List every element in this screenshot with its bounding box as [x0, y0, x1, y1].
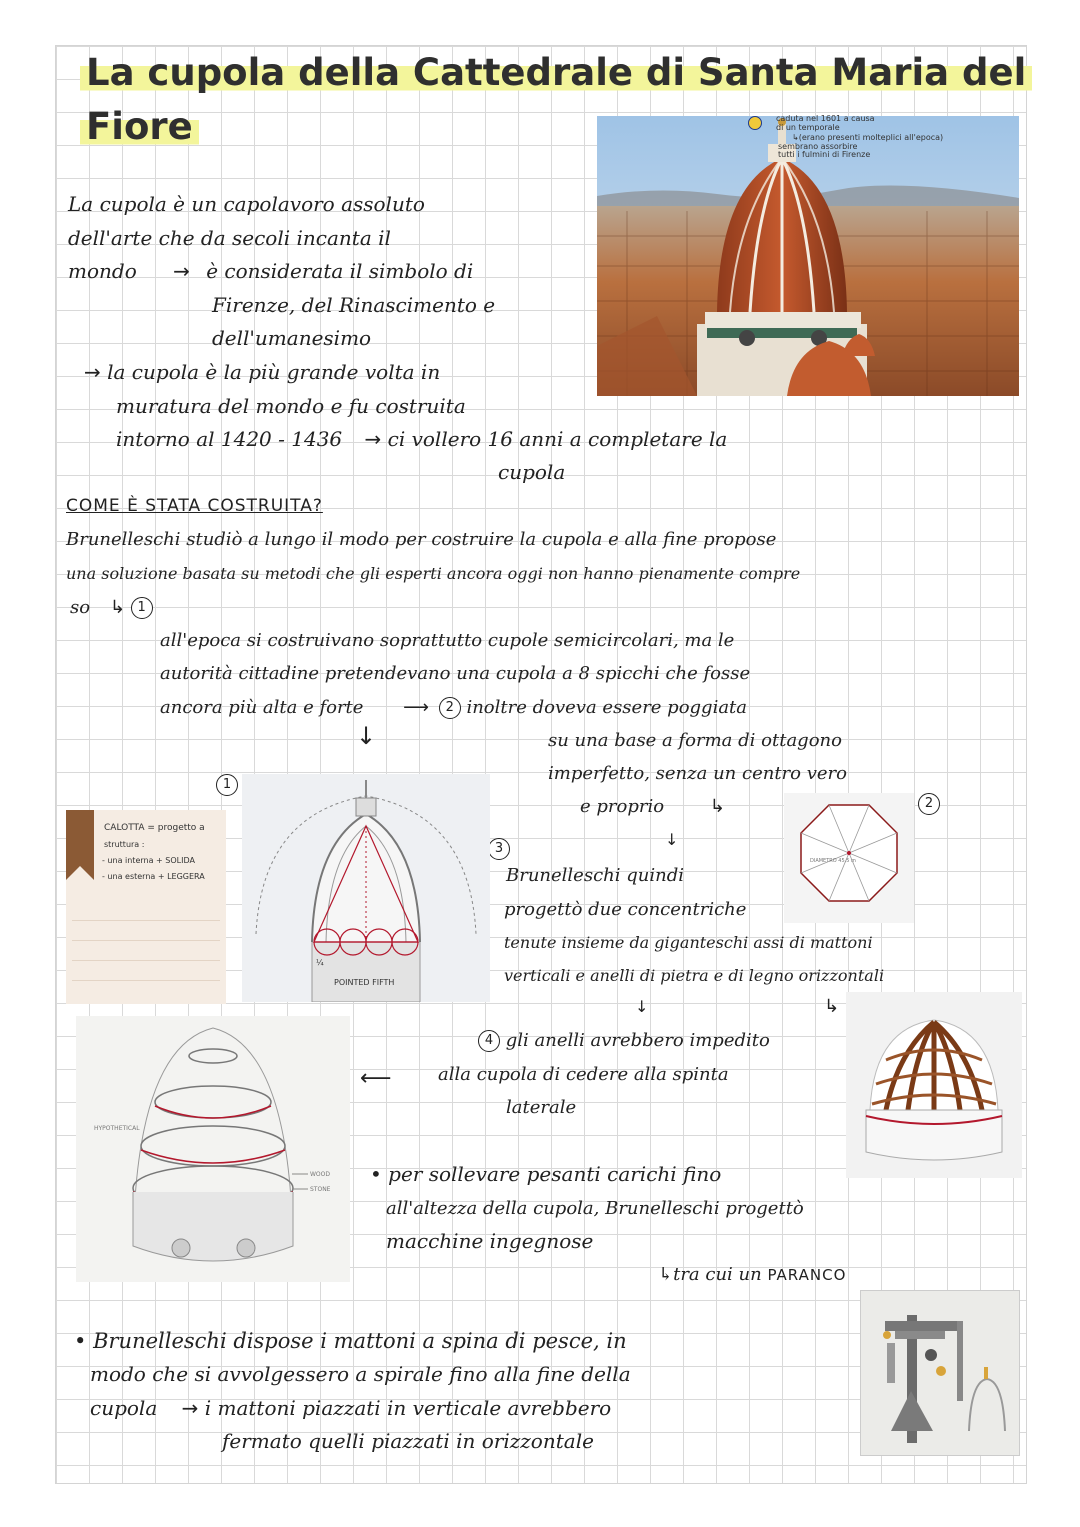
wood-label: WOOD [310, 1171, 330, 1178]
octagon-diagram [784, 793, 914, 923]
intro-line-4: Firenze, del Rinascimento e [212, 293, 496, 317]
photo-note-1: caduta nel 1601 a causa [776, 114, 875, 123]
octagon-note: DIAMETRO 45,5 m [810, 858, 856, 864]
curved-arrow-icon: ↳ [709, 796, 725, 817]
intro-line-6: → la cupola è la più grande volta in [84, 360, 441, 384]
stone-label: STONE [310, 1186, 331, 1193]
card-line-3: - una interna + SOLIDA [102, 856, 195, 865]
arrow-icon: → [364, 427, 382, 451]
photo-note-4: sembrano assorbire [778, 142, 858, 151]
body-line-2: autorità cittadine pretendevano una cupola a 8 spicchi che fosse [160, 663, 751, 684]
down-arrow-icon: ↓ [635, 997, 649, 1016]
photo-note-5: tutti i fulmini di Firenze [778, 150, 871, 159]
photo-note-3: ↳(erano presenti molteplici all'epoca) [792, 133, 944, 142]
body-line-3: ancora più alta e forte ⟶ 2 inoltre doveva essere poggiata [160, 697, 748, 718]
step4-line-3: laterale [506, 1097, 577, 1118]
page-title-line2: Fiore [80, 102, 199, 152]
intro-line-3: mondo → è considerata il simbolo di [68, 259, 474, 283]
step3-line-2: progettò due concentriche [504, 899, 747, 920]
arrow-icon: → [84, 360, 101, 384]
rings-diagram [76, 1016, 350, 1282]
body-line-6: e proprio ↳ [580, 796, 725, 817]
body-line-4: su una base a forma di ottagono [548, 730, 842, 751]
intro-line-2: dell'arte che da secoli incanta il [68, 226, 391, 250]
intro-line-1: La cupola è un capolavoro assoluto [68, 192, 425, 216]
section-line-1: Brunelleschi studiò a lungo il modo per costruire la cupola e alla fine propose [66, 529, 777, 550]
step4-line-1: 4 gli anelli avrebbero impedito [478, 1024, 770, 1057]
step4-line-2: alla cupola di cedere alla spinta [438, 1064, 729, 1085]
dome-ribs-photo [846, 992, 1022, 1178]
machines-line-4: ↳tra cui un PARANCO [658, 1264, 847, 1285]
step3-line-3: tenute insieme da giganteschi assi di mattoni [504, 933, 873, 952]
card-line-4: - una esterna + LEGGERA [102, 872, 205, 881]
long-arrow-icon: ⟶ [403, 697, 429, 718]
page-title: La cupola della Cattedrale di Santa Maria del [80, 48, 1032, 98]
bookmark-icon [66, 810, 94, 880]
curved-arrow-icon: ↳ [824, 996, 840, 1017]
intro-line-9: cupola [498, 460, 566, 484]
photo-note-2: di un temporale [776, 123, 840, 132]
intro-line-8: intorno al 1420 - 1436 → ci vollero 16 anni a completare la [116, 427, 728, 451]
body-line-5: imperfetto, senza un centro vero [548, 763, 847, 784]
step3-line-1: Brunelleschi quindi [506, 865, 684, 886]
paranco-photo [860, 1290, 1020, 1456]
curved-arrow-icon: ↳ [109, 597, 125, 618]
bricks-line-4: fermato quelli piazzati in orizzontale [222, 1429, 594, 1453]
body-line-1: all'epoca si costruivano soprattutto cupole semicircolari, ma le [160, 630, 735, 651]
step-marker-2: 2 [918, 793, 940, 815]
hypothetical-label: HYPOTHETICAL [94, 1125, 140, 1132]
step3-line-4: verticali e anelli di pietra e di legno orizzontali [504, 966, 885, 985]
step-marker-3: 3 [488, 838, 510, 860]
card-line-1: CALOTTA = progetto a [104, 823, 205, 833]
machines-line-1: • per sollevare pesanti carichi fino [370, 1162, 722, 1186]
step-number-2: 2 [439, 697, 461, 719]
step-number-4: 4 [478, 1030, 500, 1052]
bricks-line-3: cupola → i mattoni piazzati in verticale avrebbero [90, 1396, 612, 1420]
bricks-line-1: • Brunelleschi dispose i mattoni a spina di pesce, in [74, 1329, 627, 1353]
note-card [66, 810, 226, 1004]
machines-line-3: macchine ingegnose [386, 1229, 594, 1253]
section-line-3: so ↳ 1 [70, 591, 153, 624]
section-heading: COME È STATA COSTRUITA? [66, 496, 323, 516]
section-line-2: una soluzione basata su metodi che gli esperti ancora oggi non hanno pienamente compre [66, 564, 801, 583]
card-line-2: struttura : [104, 840, 145, 849]
lantern-highlight-icon [748, 116, 762, 130]
arrow-icon: → [173, 259, 190, 283]
step-marker-1: 1 [216, 774, 238, 796]
pointed-fifth-diagram [242, 774, 490, 1002]
intro-line-7: muratura del mondo e fu costruita [116, 394, 466, 418]
step-number-1: 1 [131, 597, 153, 619]
bricks-line-2: modo che si avvolgessero a spirale fino alla fine della [90, 1362, 631, 1386]
intro-line-5: dell'umanesimo [212, 326, 372, 350]
down-arrow-icon: ↓ [356, 722, 377, 750]
diagram-mark: ¼ [316, 958, 324, 967]
left-arrow-icon: ⟵ [360, 1066, 392, 1091]
down-arrow-icon: ↓ [665, 830, 679, 849]
arrow-icon: → [181, 1396, 199, 1420]
diagram-caption: POINTED FIFTH [334, 978, 395, 987]
machines-line-2: all'altezza della cupola, Brunelleschi progettò [386, 1198, 804, 1219]
